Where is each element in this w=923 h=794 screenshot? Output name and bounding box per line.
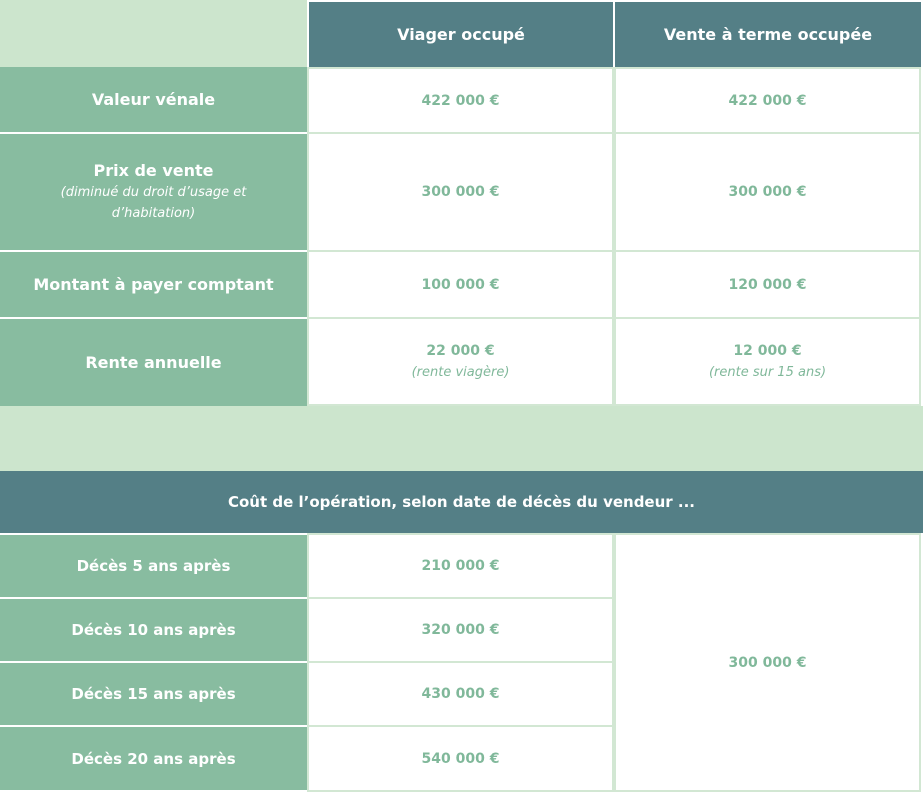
cell-value: 320 000 € [421, 622, 500, 638]
section-title: Coût de l’opération, selon date de décès du vendeur ... [227, 493, 695, 511]
row-label: Décès 5 ans après [76, 557, 231, 575]
column-header-label: Viager occupé [397, 25, 525, 44]
row-label: Rente annuelle [85, 353, 222, 372]
row-label: Décès 20 ans après [71, 749, 236, 768]
row-header-rente-annuelle [0, 319, 307, 406]
row-label: Montant à payer comptant [33, 275, 274, 294]
cell-value: 300 000 € [421, 184, 500, 200]
cell-value: 422 000 € [728, 92, 807, 109]
row-label: Prix de vente [93, 160, 214, 180]
cell-viager-montant-comptant [307, 250, 614, 319]
column-header-vente-a-terme [615, 2, 921, 67]
cell-value: 300 000 € [728, 184, 807, 200]
section-header [0, 471, 923, 533]
row-header-deces-5 [0, 535, 307, 597]
cell-value: 430 000 € [421, 686, 500, 702]
row-header-deces-20 [0, 727, 307, 790]
cell-value: 300 000 € [728, 654, 807, 671]
cell-viager-deces-10 [307, 597, 614, 663]
row-header-prix-de-vente [0, 134, 307, 250]
cell-viager-valeur-venale [307, 67, 614, 134]
column-header-label: Vente à terme occupée [663, 25, 873, 44]
cell-vente-cout-operation [614, 533, 921, 792]
cell-vente-prix-de-vente [614, 132, 921, 252]
row-label: Valeur vénale [91, 90, 216, 109]
row-sublabel: (diminué du droit d’usage et d’habitation) [60, 184, 247, 221]
cell-value: 210 000 € [421, 558, 500, 574]
cell-value: 100 000 € [421, 276, 500, 293]
cell-viager-prix-de-vente [307, 132, 614, 252]
cell-note: (rente viagère) [411, 365, 510, 380]
cell-viager-deces-5 [307, 533, 614, 599]
cell-vente-montant-comptant [614, 250, 921, 319]
cell-viager-deces-15 [307, 661, 614, 727]
cell-vente-rente-annuelle [614, 317, 921, 406]
row-header-deces-15 [0, 663, 307, 725]
row-label: Décès 10 ans après [71, 621, 236, 639]
cell-value: 422 000 € [421, 92, 500, 109]
row-header-valeur-venale [0, 67, 307, 132]
cell-note: (rente sur 15 ans) [708, 365, 827, 380]
separator-band [0, 406, 923, 471]
cell-value: 540 000 € [421, 750, 500, 767]
cell-value: 12 000 € [733, 343, 802, 359]
row-header-montant-comptant [0, 252, 307, 317]
cell-viager-deces-20 [307, 725, 614, 792]
row-header-deces-10 [0, 599, 307, 661]
cell-viager-rente-annuelle [307, 317, 614, 406]
column-header-viager [309, 2, 613, 67]
cell-value: 120 000 € [728, 276, 807, 293]
cell-value: 22 000 € [426, 343, 495, 359]
cell-vente-valeur-venale [614, 67, 921, 134]
row-label: Décès 15 ans après [71, 685, 236, 703]
header-corner [0, 0, 307, 67]
